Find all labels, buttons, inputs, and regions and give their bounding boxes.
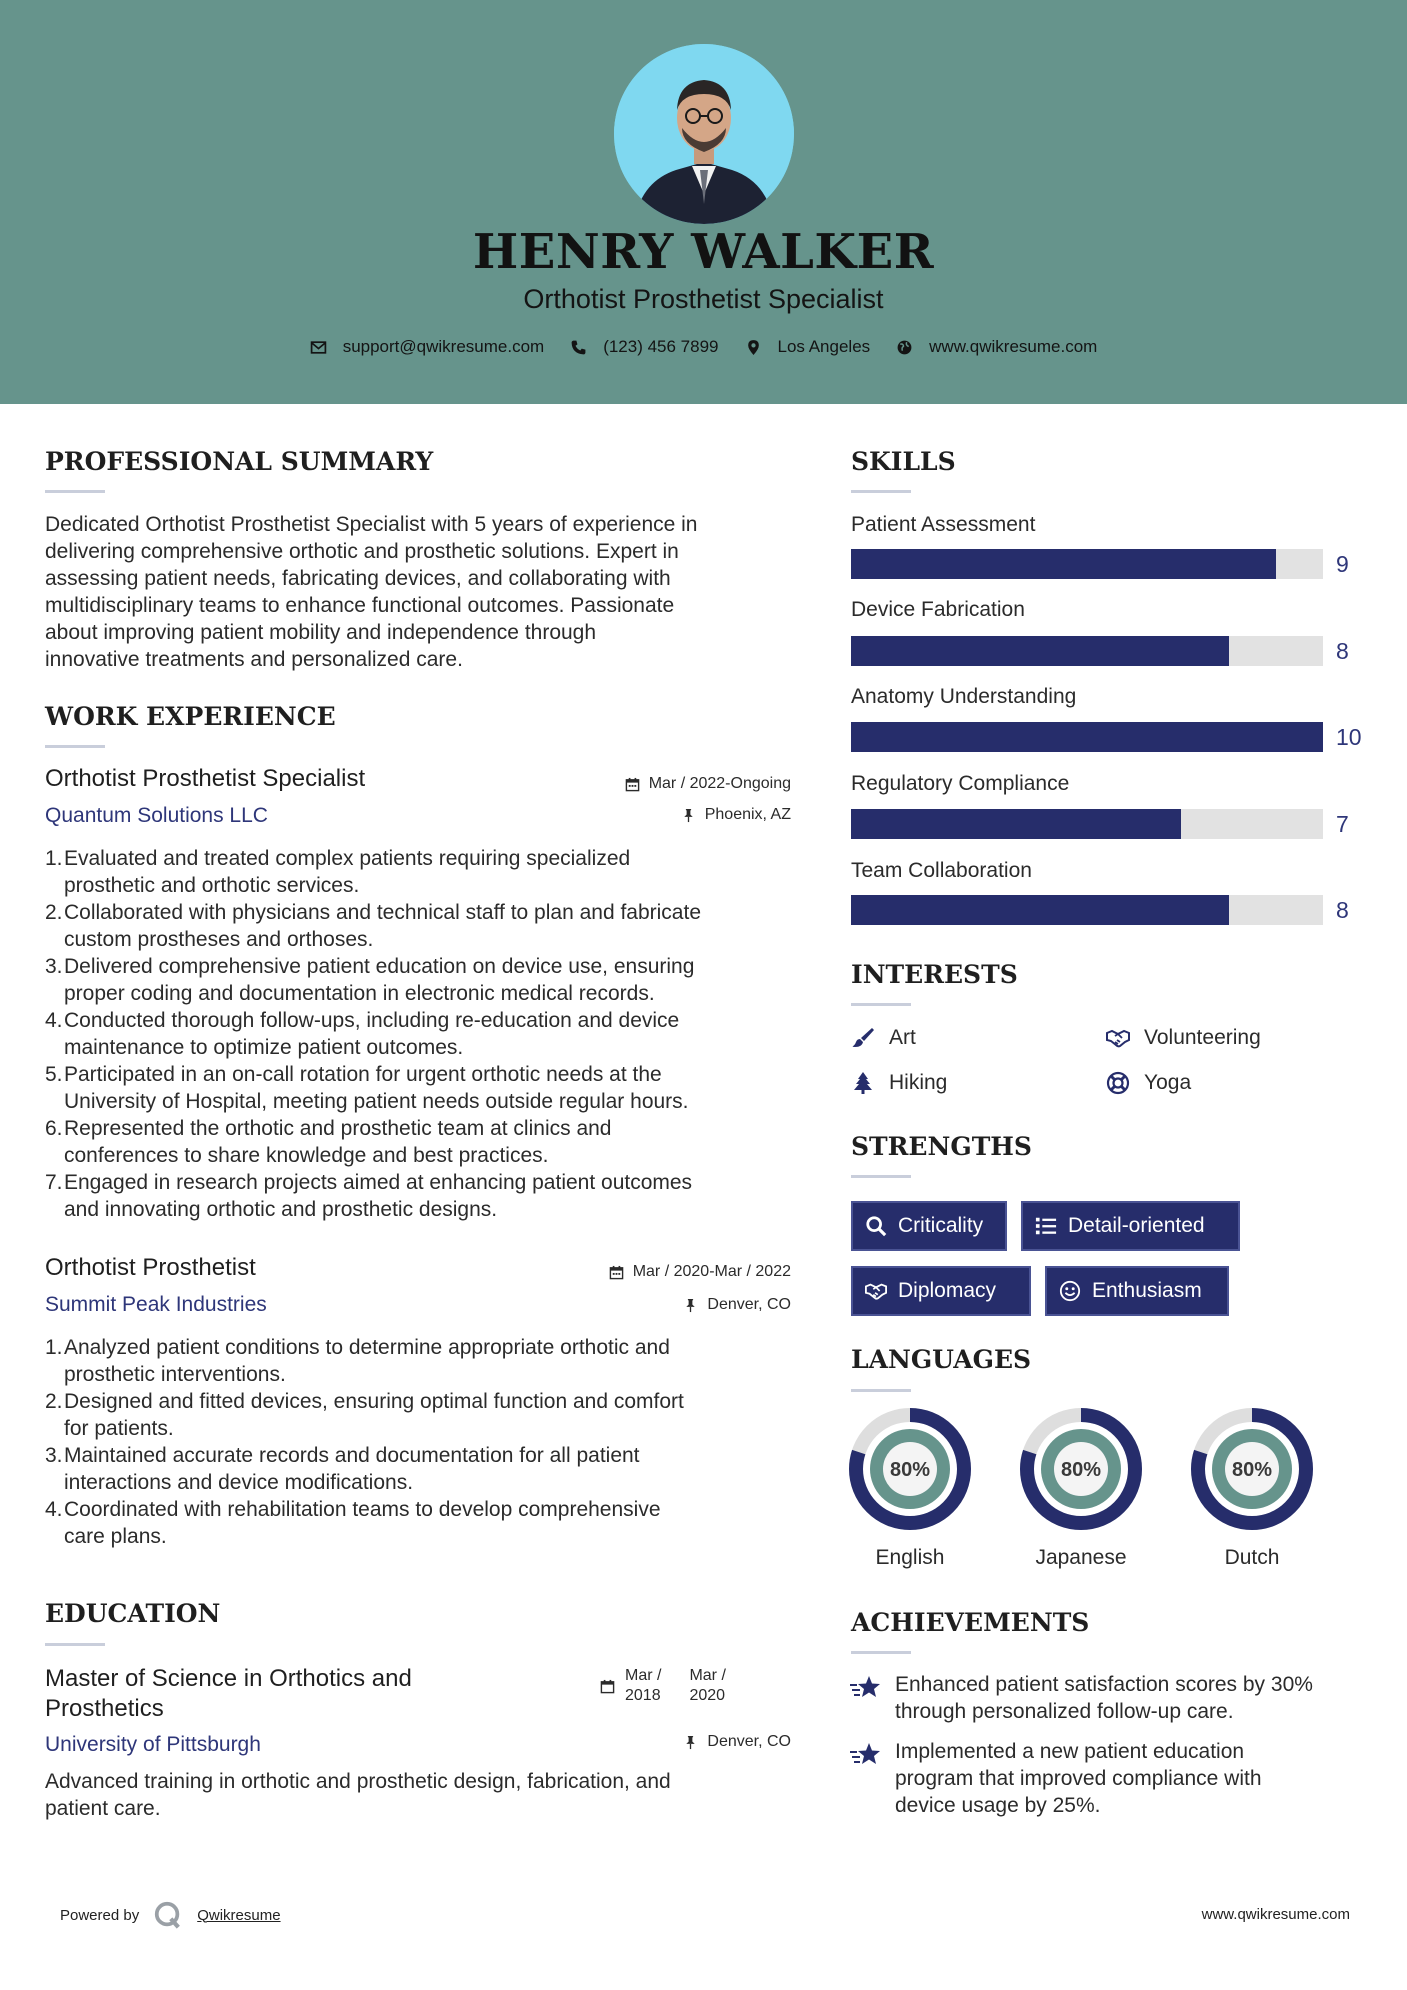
handshake-icon [865,1280,887,1302]
list-number: 7. [45,1171,63,1194]
interest-hiking [851,1071,947,1095]
education-location [560,1733,791,1751]
handshake-icon [1106,1026,1130,1050]
list-line: Delivered comprehensive patient education on device use, ensuring [64,955,695,978]
achievement-text [895,1738,1262,1819]
skill-score: 9 [1336,551,1349,577]
summary-line: about improving patient mobility and independence through [45,621,597,644]
achievements-title: ACHIEVEMENTS [851,1608,1090,1637]
skill-bar-fill [851,722,1323,752]
list-line: Coordinated with rehabilitation teams to develop comprehensive [64,1498,661,1521]
job-location [560,806,791,824]
summary-rule [45,490,105,493]
language-english [848,1407,972,1570]
job-location-text: Phoenix, AZ [704,806,791,823]
language-label: English [875,1546,945,1569]
list-number: 2. [45,901,63,924]
interests-title: INTERESTS [851,960,1018,989]
list-number: 5. [45,1063,63,1086]
phone-icon [570,339,587,356]
email-text: support@qwikresume.com [342,337,545,356]
achievement-line: device usage by 25%. [895,1794,1101,1817]
job-duties [45,845,805,1223]
qwikresume-logo-icon [153,1900,183,1930]
interest-label: Volunteering [1144,1026,1261,1049]
date-line: 2020 [689,1687,726,1704]
strength-label: Criticality [898,1214,984,1237]
achievement-line: Enhanced patient satisfaction scores by 30% [895,1673,1313,1696]
interest-label: Yoga [1144,1071,1192,1094]
job-company: Summit Peak Industries [45,1293,267,1316]
list-line: maintenance to optimize patient outcomes. [64,1036,464,1059]
footer-website[interactable]: www.qwikresume.com [1201,1906,1350,1923]
list-line: for patients. [64,1417,174,1440]
life-ring-icon [1106,1071,1130,1095]
list-number: 3. [45,1444,63,1467]
strength-chip [851,1266,1031,1316]
skill-bar-fill [851,809,1181,839]
strength-chip [1045,1266,1229,1316]
language-ring [848,1407,972,1531]
skill-label: Regulatory Compliance [851,772,1070,795]
skill-bar-track [851,722,1323,752]
list-line: Engaged in research projects aimed at enhancing patient outcomes [64,1171,693,1194]
job-location [560,1296,791,1314]
person-photo-icon [614,44,794,224]
summary-line: delivering comprehensive orthotic and prosthetic solutions. Expert in [45,540,679,563]
resume-header [0,0,1407,404]
tree-icon [851,1071,875,1095]
skill-score: 10 [1336,724,1362,750]
summary-line: assessing patient needs, fabricating devices, and collaborating with [45,567,671,590]
candidate-name: HENRY WALKER [472,224,935,280]
list-item [45,1007,805,1061]
job-dates-text: Mar / 2022-Ongoing [648,775,791,792]
pushpin-icon [681,808,696,823]
list-line: Participated in an on-call rotation for urgent orthotic needs at the [64,1063,662,1086]
education-desc-line: patient care. [45,1797,161,1820]
job-location-text: Denver, CO [707,1296,791,1313]
interest-yoga [1106,1071,1191,1095]
degree-title [45,1664,412,1724]
strength-label: Detail-oriented [1068,1214,1205,1237]
strength-label: Diplomacy [898,1279,997,1302]
strength-label: Enthusiasm [1092,1279,1202,1302]
list-line: Conducted thorough follow-ups, including re-education and device [64,1009,680,1032]
list-number: 1. [45,1336,63,1359]
contact-website[interactable] [896,337,1097,357]
website-text: www.qwikresume.com [929,337,1098,356]
list-line: Maintained accurate records and documentation for all patient [64,1444,640,1467]
skill-bar-fill [851,549,1276,579]
degree-line: Prosthetics [45,1695,164,1722]
language-japanese [1019,1407,1143,1570]
contact-email[interactable] [310,337,545,357]
achievements-rule [851,1651,911,1654]
language-ring [1019,1407,1143,1531]
brand-link[interactable]: Qwikresume [197,1906,281,1924]
strength-chip [851,1201,1007,1251]
profile-photo [614,44,794,224]
list-line: prosthetic interventions. [64,1363,286,1386]
list-item [45,1496,805,1550]
list-item [45,1061,805,1115]
summary-line: innovative treatments and personalized care. [45,648,463,671]
skill-bar-fill [851,636,1229,666]
strength-chip [1021,1201,1240,1251]
list-line: Represented the orthotic and prosthetic team at clinics and [64,1117,612,1140]
map-pin-icon [745,339,762,356]
education-end [689,1666,725,1706]
interest-label: Hiking [889,1071,948,1094]
search-icon [865,1215,887,1237]
education-dates [600,1666,726,1706]
skill-score: 8 [1336,897,1349,923]
interest-volunteering [1106,1026,1261,1050]
list-number: 2. [45,1390,63,1413]
list-line: Collaborated with physicians and technical staff to plan and fabricate [64,901,702,924]
skill-label: Patient Assessment [851,513,1036,536]
education-desc-line: Advanced training in orthotic and prosthetic design, fabrication, and [45,1770,671,1793]
list-line: prosthetic and orthotic services. [64,874,360,897]
skill-bar-track [851,895,1323,925]
job-company: Quantum Solutions LLC [45,804,268,827]
contact-location [745,337,871,357]
achievement-item [849,1671,1313,1725]
skill-score: 7 [1336,811,1349,837]
achievement-line: Implemented a new patient education [895,1740,1245,1763]
calendar-icon [625,777,640,792]
skills-title: SKILLS [851,447,956,476]
skill-score: 8 [1336,638,1349,664]
job-title: Orthotist Prosthetist [45,1254,256,1281]
achievement-line: program that improved compliance with [895,1767,1262,1790]
strengths-title: STRENGTHS [851,1132,1032,1161]
footer-powered-by [60,1900,281,1930]
list-item [45,1115,805,1169]
list-line: custom prostheses and orthoses. [64,928,374,951]
list-number: 3. [45,955,63,978]
skill-bar-track [851,809,1323,839]
candidate-role: Orthotist Prosthetist Specialist [523,284,884,314]
skill-bar-track [851,549,1323,579]
interests-rule [851,1003,911,1006]
language-dutch [1190,1407,1314,1570]
star-icon [849,1740,881,1768]
skill-label: Device Fabrication [851,598,1025,621]
job-duties [45,1334,805,1550]
list-item [45,953,805,1007]
date-line: Mar / [689,1667,726,1684]
list-number: 4. [45,1009,63,1032]
calendar-icon [609,1265,624,1280]
job-dates [560,1263,791,1281]
school-name: University of Pittsburgh [45,1733,261,1756]
job-title: Orthotist Prosthetist Specialist [45,765,366,792]
education-rule [45,1643,105,1646]
achievement-text [895,1671,1313,1725]
list-item [45,1442,805,1496]
list-item [45,845,805,899]
summary-text [45,511,697,673]
list-item [45,899,805,953]
skill-label: Team Collaboration [851,859,1032,882]
globe-icon [896,339,913,356]
language-percent: 80% [1231,1459,1273,1481]
location-text: Los Angeles [777,337,871,356]
degree-line: Master of Science in Orthotics and [45,1665,412,1692]
list-line: Evaluated and treated complex patients requiring specialized [64,847,631,870]
list-line: and innovating orthotic and prosthetic designs. [64,1198,498,1221]
list-line: University of Hospital, meeting patient needs outside regular hours. [64,1090,689,1113]
job-dates-text: Mar / 2020-Mar / 2022 [632,1263,791,1280]
strengths-rule [851,1175,911,1178]
education-location-text: Denver, CO [707,1733,791,1750]
list-item [45,1334,805,1388]
experience-title: WORK EXPERIENCE [45,702,336,731]
language-label: Dutch [1224,1546,1280,1569]
envelope-icon [310,339,327,356]
contact-phone[interactable] [570,337,718,357]
date-line: Mar / [625,1667,662,1684]
interest-art [851,1026,916,1050]
list-line: interactions and device modifications. [64,1471,414,1494]
calendar-icon [600,1679,615,1694]
education-description [45,1768,671,1822]
language-percent: 80% [889,1459,931,1481]
skill-bar-track [851,636,1323,666]
language-ring [1190,1407,1314,1531]
star-icon [849,1673,881,1701]
list-icon [1035,1215,1057,1237]
powered-by-text: Powered by [60,1906,140,1924]
list-number: 1. [45,847,63,870]
education-title: EDUCATION [45,1599,221,1628]
languages-title: LANGUAGES [851,1345,1032,1374]
list-number: 6. [45,1117,63,1140]
skills-rule [851,490,911,493]
language-percent: 80% [1060,1459,1102,1481]
list-line: Analyzed patient conditions to determine appropriate orthotic and [64,1336,670,1359]
education-start [625,1666,661,1706]
list-line: Designed and fitted devices, ensuring optimal function and comfort [64,1390,684,1413]
date-line: 2018 [625,1687,661,1704]
list-item [45,1169,805,1223]
list-line: care plans. [64,1525,167,1548]
skill-label: Anatomy Understanding [851,685,1077,708]
summary-line: multidisciplinary teams to enhance functional outcomes. Passionate [45,594,675,617]
list-line: conferences to share knowledge and best practices. [64,1144,549,1167]
summary-line: Dedicated Orthotist Prosthetist Specialist with 5 years of experience in [45,513,698,536]
summary-title: PROFESSIONAL SUMMARY [45,447,434,476]
list-number: 4. [45,1498,63,1521]
job-dates [560,775,791,793]
achievement-line: through personalized follow-up care. [895,1700,1234,1723]
contact-bar [0,337,1407,357]
pushpin-icon [683,1735,698,1750]
languages-rule [851,1389,911,1392]
paintbrush-icon [851,1026,875,1050]
pushpin-icon [683,1298,698,1313]
smile-icon [1059,1280,1081,1302]
achievement-item [849,1738,1262,1819]
skill-bar-fill [851,895,1229,925]
list-item [45,1388,805,1442]
interest-label: Art [889,1026,916,1049]
language-label: Japanese [1035,1546,1127,1569]
experience-rule [45,745,105,748]
list-line: proper coding and documentation in electronic medical records. [64,982,655,1005]
phone-text: (123) 456 7899 [603,337,719,356]
